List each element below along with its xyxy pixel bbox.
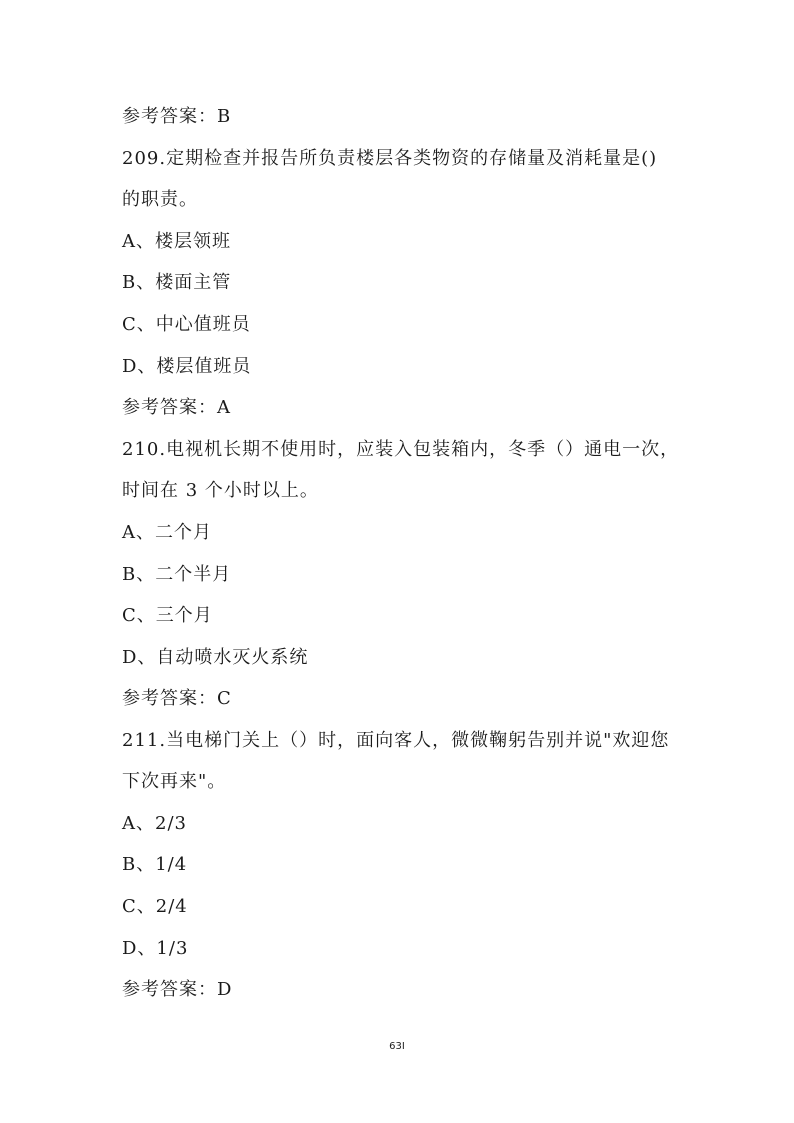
answer-209: 参考答案：A [122,397,231,418]
question-210-option-d: D、自动喷水灭火系统 [122,647,309,668]
question-211-line-2: 下次再来"。 [122,771,227,792]
question-211-option-a: A、2/3 [122,813,187,834]
question-211-option-d: D、1/3 [122,938,189,959]
answer-210: 参考答案：C [122,688,232,709]
page-number: 63I [389,1041,405,1052]
question-209-option-c: C、中心值班员 [122,314,251,335]
question-210-option-c: C、三个月 [122,605,213,626]
question-209-option-b: B、楼面主管 [122,272,232,293]
answer-211: 参考答案：D [122,979,233,1000]
question-210-line-2: 时间在 3 个小时以上。 [122,480,319,501]
question-211-option-c: C、2/4 [122,896,188,917]
question-210-option-a: A、二个月 [122,522,212,543]
answer-208: 参考答案：B [122,106,232,127]
question-209-option-a: A、楼层领班 [122,231,231,252]
question-210-line-1: 210.电视机长期不使用时，应装入包装箱内，冬季（）通电一次， [122,439,680,460]
question-210-option-b: B、二个半月 [122,564,232,585]
question-209-option-d: D、楼层值班员 [122,356,252,377]
question-209-line-1: 209.定期检查并报告所负责楼层各类物资的存储量及消耗量是() [122,148,658,169]
question-209-line-2: 的职责。 [122,189,198,210]
question-211-option-b: B、1/4 [122,854,188,875]
question-211-line-1: 211.当电梯门关上（）时，面向客人，微微鞠躬告别并说"欢迎您 [122,730,670,751]
